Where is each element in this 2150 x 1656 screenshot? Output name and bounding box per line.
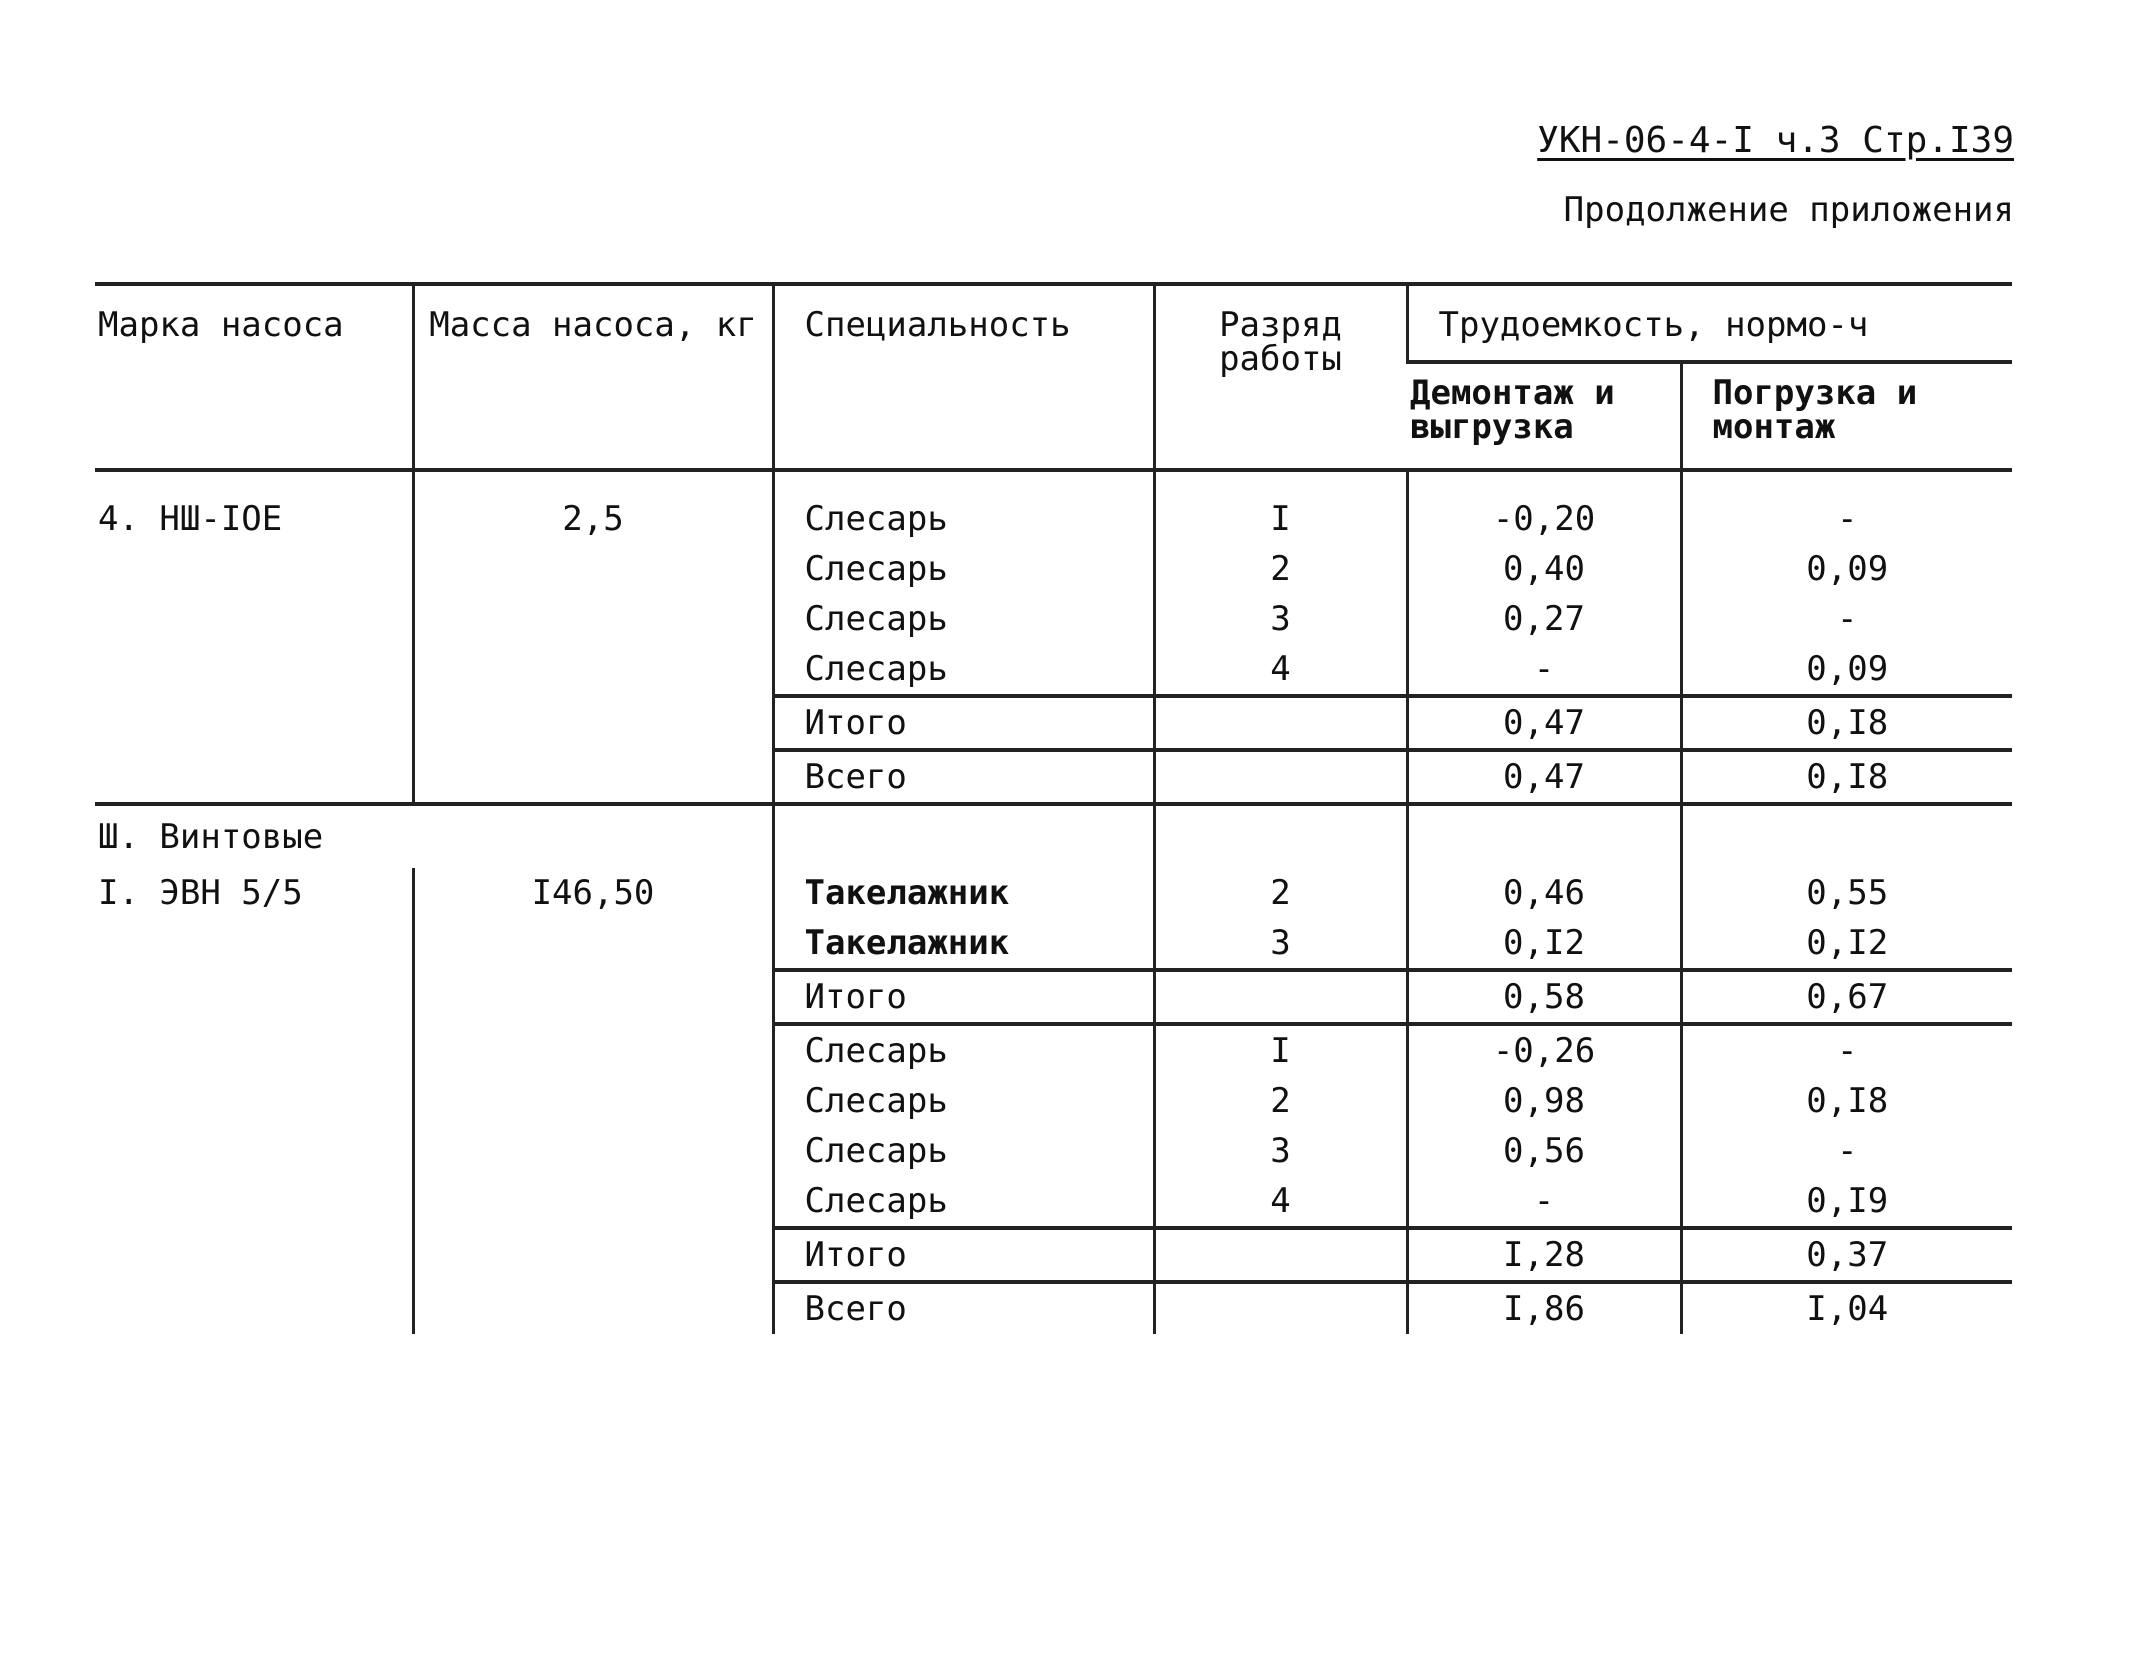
specialty-cell: Слесарь [773,1076,1154,1126]
header-grade: Разряд работы [1154,284,1407,470]
subtotal-label: Итого [773,1228,1154,1282]
specialty-cell: Слесарь [773,1176,1154,1228]
loading-cell: - [1681,594,2012,644]
loading-cell: - [1681,1126,2012,1176]
header-labor: Трудоемкость, нормо-ч [1407,284,2012,362]
total-row [95,1282,2012,1334]
specialty-cell: Слесарь [773,494,1154,544]
subtotal-label: Итого [773,696,1154,750]
table-row [95,544,2012,594]
subtotal-row [95,970,2012,1024]
pump-mass: I46,50 [413,868,773,918]
labor-table [95,282,2012,1334]
grade-cell: 2 [1154,1076,1407,1126]
section-row [95,804,2012,868]
specialty-cell: Слесарь [773,1024,1154,1076]
grade-cell: 4 [1154,644,1407,696]
dismantle-cell: -0,26 [1407,1024,1681,1076]
loading-cell: I,04 [1681,1282,2012,1334]
table-row [95,494,2012,544]
document-code: УКН-06-4-I ч.3 Стр.I39 [1537,120,2014,161]
header-loading: Погрузка и монтаж [1681,362,2012,470]
grade-cell: 3 [1154,1126,1407,1176]
dismantle-cell: 0,27 [1407,594,1681,644]
loading-cell: 0,55 [1681,868,2012,918]
dismantle-cell: 0,I2 [1407,918,1681,970]
loading-cell: 0,I8 [1681,1076,2012,1126]
specialty-cell: Слесарь [773,1126,1154,1176]
loading-cell: - [1681,1024,2012,1076]
loading-cell: 0,67 [1681,970,2012,1024]
specialty-cell: Такелажник [773,868,1154,918]
subtotal-label: Итого [773,970,1154,1024]
table-row [95,594,2012,644]
grade-cell: 2 [1154,868,1407,918]
table-row [95,1126,2012,1176]
specialty-cell: Слесарь [773,594,1154,644]
loading-cell: 0,I8 [1681,750,2012,804]
specialty-cell: Слесарь [773,644,1154,696]
grade-cell: 2 [1154,544,1407,594]
pump-mark: 4. НШ-IOE [98,499,283,539]
grade-cell: 4 [1154,1176,1407,1228]
subtotal-row [95,1228,2012,1282]
dismantle-cell: 0,47 [1407,750,1681,804]
section-title: Ш. Винтовые [98,817,324,857]
loading-cell: 0,I8 [1681,696,2012,750]
loading-cell: 0,09 [1681,544,2012,594]
table-row [95,918,2012,970]
dismantle-cell: 0,58 [1407,970,1681,1024]
dismantle-cell: -0,20 [1407,494,1681,544]
table-row [95,1024,2012,1076]
header-mass: Масса насоса, кг [413,284,773,470]
grade-cell: 3 [1154,918,1407,970]
loading-cell: 0,09 [1681,644,2012,696]
pump-mass: 2,5 [413,494,773,544]
header-dismantle: Демонтаж и выгрузка [1407,362,1681,470]
dismantle-cell: 0,40 [1407,544,1681,594]
grade-cell: I [1154,1024,1407,1076]
table-row [95,1176,2012,1228]
total-label: Всего [773,750,1154,804]
specialty-cell: Слесарь [773,544,1154,594]
dismantle-cell: - [1407,644,1681,696]
specialty-cell: Такелажник [773,918,1154,970]
table-row [95,868,2012,918]
loading-cell: - [1681,494,2012,544]
header-specialty: Специальность [773,284,1154,470]
loading-cell: 0,I9 [1681,1176,2012,1228]
dismantle-cell: - [1407,1176,1681,1228]
dismantle-cell: 0,98 [1407,1076,1681,1126]
dismantle-cell: 0,56 [1407,1126,1681,1176]
continuation-note: Продолжение приложения [1563,190,2014,230]
grade-cell: 3 [1154,594,1407,644]
total-label: Всего [773,1282,1154,1334]
table-row [95,644,2012,696]
loading-cell: 0,I2 [1681,918,2012,970]
table-row [95,1076,2012,1126]
loading-cell: 0,37 [1681,1228,2012,1282]
dismantle-cell: 0,46 [1407,868,1681,918]
grade-cell: I [1154,494,1407,544]
dismantle-cell: 0,47 [1407,696,1681,750]
subtotal-row [95,696,2012,750]
dismantle-cell: I,28 [1407,1228,1681,1282]
header-mark: Марка насоса [98,305,344,345]
total-row [95,750,2012,804]
dismantle-cell: I,86 [1407,1282,1681,1334]
pump-mark: I. ЭВН 5/5 [98,873,303,913]
